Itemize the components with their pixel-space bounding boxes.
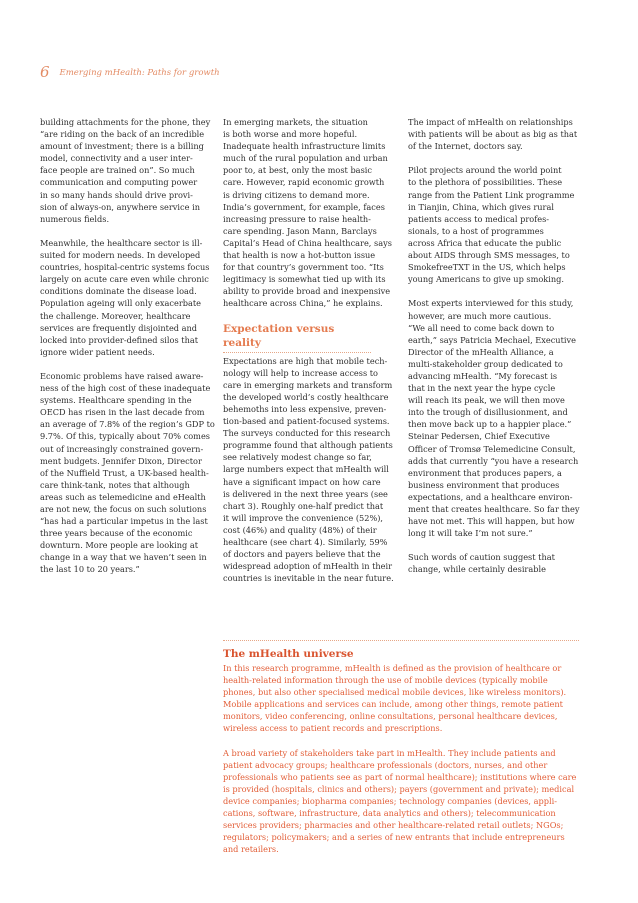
mhealth-universe-box bbox=[223, 640, 579, 868]
section-subheading: Expectation versus reality bbox=[223, 322, 371, 353]
text-column-1 bbox=[40, 116, 218, 588]
paragraph: Pilot projects around the world point to the plethora of possibilities. These range from the Patient Link programme in Tianjin, China, which gives rural patients access to medical profes- sionals, to a host of programmes across Africa that educate the public about AIDS through SMS messages, to SmokefreeTXT in the US, which helps young Americans to give up smoking. bbox=[408, 165, 575, 285]
running-title: Emerging mHealth: Paths for growth bbox=[59, 68, 220, 78]
text-column-3 bbox=[408, 116, 586, 588]
paragraph: Economic problems have raised aware- ness of the high cost of these inadequate systems. Healthcare spending in the OECD has risen in the last decade from an average of 7.8% of the region’s GDP to 9.7%. Of this, typically about 70% comes out of increasingly constrained govern- ment budgets. Jennifer Dixon, Director of the Nuffield Trust, a UK-based health- care think-tank, notes that although areas such as telemedicine and eHealth are not new, the focus on such solutions “has had a particular impetus in the last three years because of the economic downturn. More people are looking at change in a way that we haven’t seen in the last 10 to 20 years.” bbox=[40, 370, 215, 575]
paragraph: The impact of mHealth on relationships with patients will be about as big as that of the Internet, doctors say. bbox=[408, 117, 578, 152]
page-header bbox=[40, 62, 220, 81]
box-paragraph: In this research programme, mHealth is defined as the provision of healthcare or health-related information through the use of mobile devices (typically mobile phones, but also other specialised medical mobile devices, like wireless monitors). Mobile applications and services can include, among other things, remote patient monitors, video conferencing, online consultations, personal healthcare devices, wireless access to patient records and prescriptions. bbox=[223, 663, 567, 734]
paragraph: Expectations are high that mobile tech- nology will help to increase access to care in emerging markets and transform the developed world’s costly healthcare behemoths into less expensive, preven- tion-based and patient-focused systems. The surveys conducted for this research programme found that although patients see relatively modest change so far, large numbers expect that mHealth will have a significant impact on how care is delivered in the next three years (see chart 3). Roughly one-half predict that it will improve the convenience (52%), cost (46%) and quality (48%) of their healthcare (see chart 4). Similarly, 59% of doctors and payers believe that the widespread adoption of mHealth in their countries is inevitable in the near future. bbox=[223, 355, 394, 584]
paragraph: Most experts interviewed for this study, however, are much more cautious. “We all need to come back down to earth,” says Patricia Mechael, Executive Director of the mHealth Alliance, a multi-stakeholder group dedicated to advancing mHealth. “My forecast is that in the next year the hype cycle will reach its peak, we will then move into the trough of disillusionment, and then move back up to a happier place.” Steinar Pedersen, Chief Executive Officer of Tromsø Telemedicine Consult, adds that currently “you have a research environment that produces papers, a business environment that produces expectations, and a healthcare environ- ment that creates healthcare. So far they have not met. This will happen, but how long it will take I’m not sure.” bbox=[408, 298, 580, 539]
box-title: The mHealth universe bbox=[223, 648, 354, 660]
text-column-2 bbox=[223, 116, 401, 596]
box-paragraph: A broad variety of stakeholders take part in mHealth. They include patients and patient advocacy groups; healthcare professionals (doctors, nurses, and other professionals who patients see as part of normal healthcare); institutions where care is provided (hospitals, clinics and others); payers (government and private); medical device companies; biopharma companies; technology companies (devices, appli- cations, software, infrastructure, data analytics and others); telecommunication services providers; pharmacies and other healthcare-related retail outlets; NGOs; regulators; policymakers; and a series of new entrants that include entrepreneurs and retailers. bbox=[223, 747, 577, 855]
paragraph: Such words of caution suggest that change, while certainly desirable bbox=[408, 552, 555, 575]
page-number: 6 bbox=[40, 63, 50, 81]
paragraph: Meanwhile, the healthcare sector is ill- suited for modern needs. In developed countries, hospital-centric systems focus largely on acute care even while chronic conditions dominate the disease load. Population ageing will only exacerbate the challenge. Moreover, healthcare services are frequently disjointed and locked into provider-defined silos that ignore wider patient needs. bbox=[40, 237, 210, 357]
paragraph: In emerging markets, the situation is both worse and more hopeful. Inadequate health infrastructure limits much of the rural population and urban poor to, at best, only the most basic care. However, rapid economic growth is driving citizens to demand more. India’s government, for example, faces increasing pressure to raise health- care spending. Jason Mann, Barclays Capital’s Head of China healthcare, says that health is now a hot-button issue for that country’s government too. “Its legitimacy is somewhat tied up with its ability to provide broad and inexpensive healthcare across China,” he explains. bbox=[223, 117, 392, 309]
paragraph: building attachments for the phone, they “are riding on the back of an incredible amount of investment; there is a billing model, connectivity and a user inter- face people are trained on”. So much communication and computing power in so many hands should drive provi- sion of always-on, anywhere service in numerous fields. bbox=[40, 117, 211, 224]
